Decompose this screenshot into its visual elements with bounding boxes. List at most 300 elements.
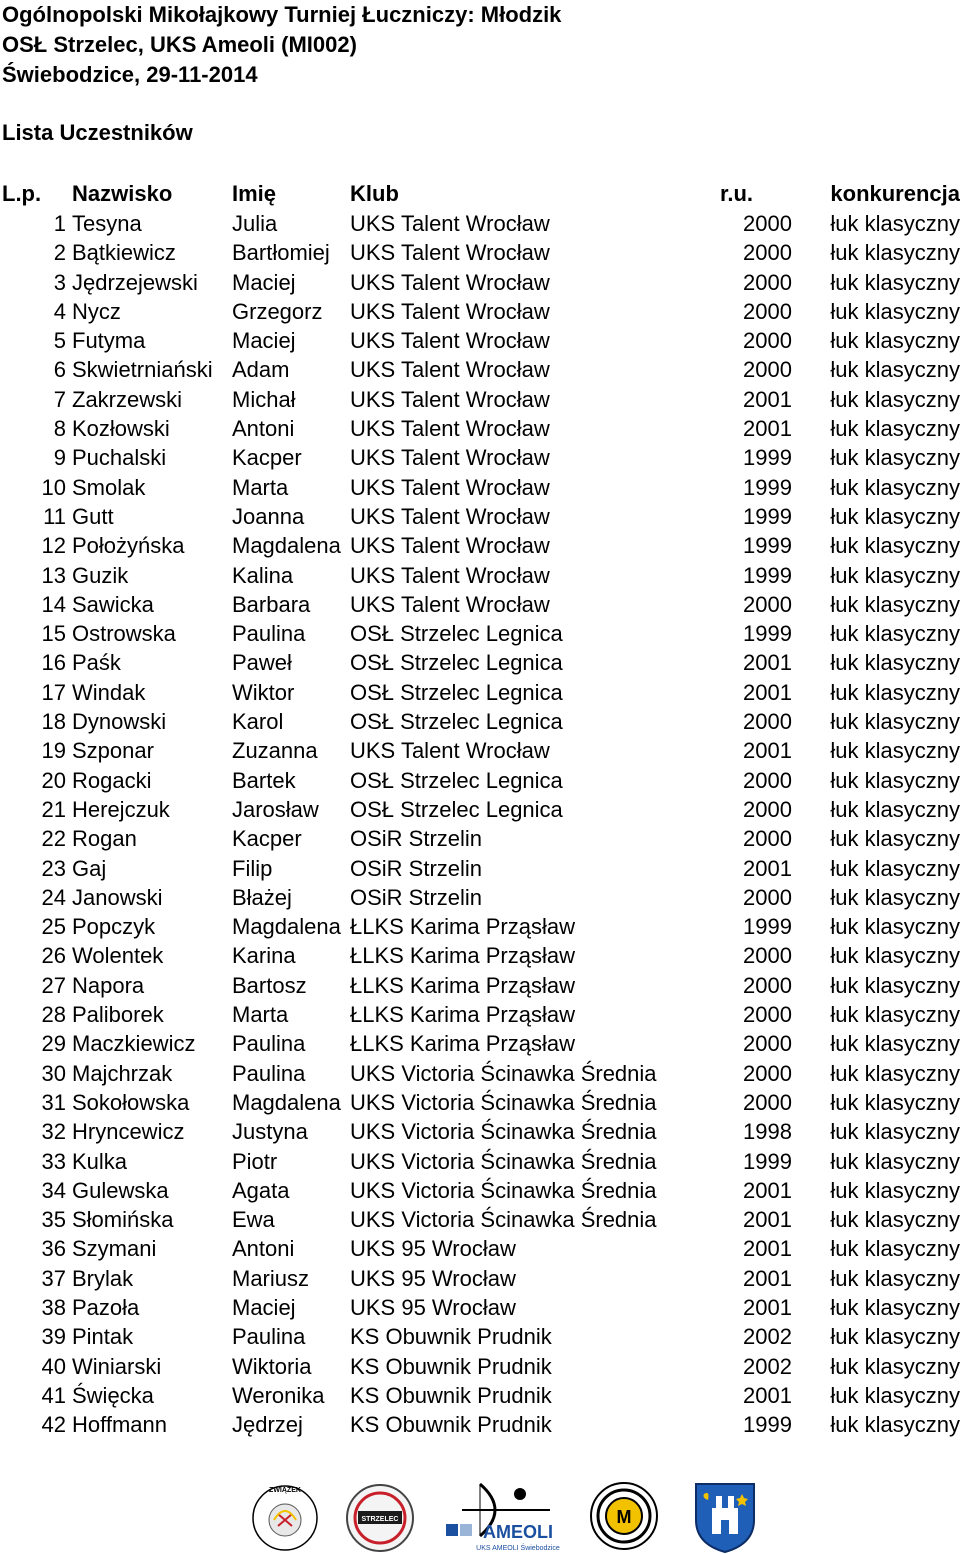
cell-lp: 12	[41, 533, 66, 559]
cell-lp: 41	[41, 1382, 66, 1408]
cell-rok-urodzenia: 2000	[743, 591, 792, 617]
cell-lp: 13	[41, 562, 66, 588]
cell-lp: 38	[41, 1294, 66, 1320]
cell-rok-urodzenia: 2000	[743, 1060, 792, 1086]
cell-lp: 32	[41, 1119, 66, 1145]
cell-konkurencja: łuk klasyczny	[830, 884, 960, 910]
cell-lp: 30	[41, 1060, 66, 1086]
cell-lp: 31	[41, 1089, 66, 1115]
cell-rok-urodzenia: 2001	[743, 738, 792, 764]
cell-lp: 37	[41, 1265, 66, 1291]
table-row	[0, 502, 960, 531]
cell-imie: Maciej	[232, 1294, 296, 1320]
cell-rok-urodzenia: 1999	[743, 445, 792, 471]
cell-lp: 11	[43, 503, 66, 529]
cell-konkurencja: łuk klasyczny	[830, 357, 960, 383]
cell-klub: OSiR Strzelin	[350, 855, 483, 881]
cell-rok-urodzenia: 2002	[743, 1353, 792, 1379]
cell-klub: UKS Talent Wrocław	[350, 738, 550, 764]
cell-klub: UKS Talent Wrocław	[350, 298, 550, 324]
ameoli-logo-caption: UKS AMEOLI Świebodzice	[476, 1545, 560, 1552]
cell-konkurencja: łuk klasyczny	[830, 503, 960, 529]
table-row	[0, 473, 960, 502]
table-row	[0, 414, 960, 443]
cell-konkurencja: łuk klasyczny	[830, 1324, 960, 1350]
col-header-klub: Klub	[350, 180, 399, 206]
table-row	[0, 1264, 960, 1293]
cell-lp: 29	[41, 1031, 66, 1057]
cell-klub: UKS Talent Wrocław	[350, 386, 550, 412]
table-row	[0, 1176, 960, 1205]
cell-nazwisko: Skwietrniański	[72, 357, 213, 383]
cell-rok-urodzenia: 2001	[743, 386, 792, 412]
table-row	[0, 648, 960, 677]
organizers-line: OSŁ Strzelec, UKS Ameoli (MI002)	[2, 32, 357, 57]
cell-rok-urodzenia: 2001	[743, 855, 792, 881]
cell-imie: Antoni	[232, 416, 295, 442]
cell-klub: UKS 95 Wrocław	[350, 1236, 516, 1262]
cell-klub: KS Obuwnik Prudnik	[350, 1412, 552, 1438]
cell-lp: 2	[53, 240, 66, 266]
cell-klub: OSŁ Strzelec Legnica	[350, 796, 563, 822]
cell-nazwisko: Winiarski	[72, 1353, 162, 1379]
cell-lp: 20	[41, 767, 66, 793]
cell-nazwisko: Święcka	[72, 1382, 154, 1408]
cell-lp: 40	[41, 1353, 66, 1379]
cell-nazwisko: Janowski	[72, 884, 163, 910]
cell-imie: Julia	[232, 211, 278, 236]
cell-imie: Magdalena	[232, 914, 341, 940]
cell-lp: 35	[41, 1207, 66, 1233]
cell-nazwisko: Majchrzak	[72, 1060, 173, 1086]
cell-klub: KS Obuwnik Prudnik	[350, 1382, 552, 1408]
cell-imie: Paweł	[232, 650, 292, 676]
cell-nazwisko: Rogan	[72, 826, 137, 852]
cell-rok-urodzenia: 1999	[743, 621, 792, 647]
cell-konkurencja: łuk klasyczny	[830, 1119, 960, 1145]
cell-konkurencja: łuk klasyczny	[830, 416, 960, 442]
cell-lp: 16	[41, 650, 66, 676]
cell-konkurencja: łuk klasyczny	[830, 621, 960, 647]
list-title: Lista Uczestników	[2, 120, 193, 145]
cell-rok-urodzenia: 2001	[743, 1294, 792, 1320]
cell-lp: 28	[41, 1002, 66, 1028]
cell-nazwisko: Pazoła	[72, 1294, 140, 1320]
cell-klub: ŁLKS Karima Prząsław	[350, 1031, 575, 1057]
place-date-line: Świebodzice, 29-11-2014	[2, 62, 258, 87]
cell-konkurencja: łuk klasyczny	[830, 269, 960, 295]
cell-nazwisko: Herejczuk	[72, 796, 170, 822]
cell-lp: 33	[41, 1148, 66, 1174]
table-row	[0, 824, 960, 853]
cell-nazwisko: Położyńska	[72, 533, 185, 559]
cell-nazwisko: Sawicka	[72, 591, 154, 617]
cell-klub: UKS Talent Wrocław	[350, 328, 550, 354]
cell-imie: Paulina	[232, 1031, 306, 1057]
cell-rok-urodzenia: 1999	[743, 474, 792, 500]
cell-imie: Błażej	[232, 884, 292, 910]
cell-klub: OSŁ Strzelec Legnica	[350, 650, 563, 676]
cell-lp: 6	[53, 357, 66, 383]
cell-konkurencja: łuk klasyczny	[830, 445, 960, 471]
cell-nazwisko: Windak	[72, 679, 146, 705]
cell-imie: Bartłomiej	[232, 240, 330, 266]
cell-imie: Ewa	[232, 1207, 275, 1233]
cell-klub: UKS Victoria Ścinawka Średnia	[350, 1148, 657, 1174]
cell-imie: Magdalena	[232, 1089, 341, 1115]
cell-lp: 10	[41, 474, 66, 500]
cell-imie: Paulina	[232, 1060, 306, 1086]
cell-imie: Paulina	[232, 621, 306, 647]
table-row	[0, 795, 960, 824]
cell-imie: Kacper	[232, 826, 302, 852]
cell-klub: UKS Talent Wrocław	[350, 240, 550, 266]
cell-klub: UKS Talent Wrocław	[350, 269, 550, 295]
cell-lp: 5	[53, 328, 66, 354]
cell-nazwisko: Sokołowska	[72, 1089, 190, 1115]
cell-imie: Joanna	[232, 503, 305, 529]
document-header	[2, 0, 561, 90]
cell-lp: 18	[41, 709, 66, 735]
cell-imie: Antoni	[232, 1236, 295, 1262]
cell-imie: Michał	[232, 386, 296, 412]
cell-klub: OSŁ Strzelec Legnica	[350, 679, 563, 705]
table-body	[0, 209, 960, 1439]
cell-nazwisko: Napora	[72, 972, 145, 998]
cell-klub: OSŁ Strzelec Legnica	[350, 709, 563, 735]
cell-konkurencja: łuk klasyczny	[830, 796, 960, 822]
cell-nazwisko: Brylak	[72, 1265, 134, 1291]
cell-nazwisko: Paśk	[72, 650, 121, 676]
cell-lp: 22	[41, 826, 66, 852]
cell-rok-urodzenia: 2001	[743, 1382, 792, 1408]
cell-klub: UKS Talent Wrocław	[350, 533, 550, 559]
cell-imie: Barbara	[232, 591, 311, 617]
table-row	[0, 385, 960, 414]
cell-rok-urodzenia: 2001	[743, 1177, 792, 1203]
cell-konkurencja: łuk klasyczny	[830, 1353, 960, 1379]
cell-lp: 17	[41, 679, 66, 705]
table-header-row	[0, 178, 960, 209]
cell-klub: UKS 95 Wrocław	[350, 1294, 516, 1320]
cell-nazwisko: Pintak	[72, 1324, 134, 1350]
table-row	[0, 883, 960, 912]
cell-konkurencja: łuk klasyczny	[830, 972, 960, 998]
cell-rok-urodzenia: 2000	[743, 298, 792, 324]
cell-konkurencja: łuk klasyczny	[830, 386, 960, 412]
cell-nazwisko: Wolentek	[72, 943, 164, 969]
cell-konkurencja: łuk klasyczny	[830, 1412, 960, 1438]
cell-imie: Karina	[232, 943, 296, 969]
cell-imie: Piotr	[232, 1148, 278, 1174]
cell-klub: UKS Talent Wrocław	[350, 562, 550, 588]
cell-klub: UKS Victoria Ścinawka Średnia	[350, 1177, 657, 1203]
cell-nazwisko: Popczyk	[72, 914, 156, 940]
ameoli-logo-text: AMEOLI	[483, 1522, 553, 1542]
cell-konkurencja: łuk klasyczny	[830, 679, 960, 705]
table-row	[0, 1352, 960, 1381]
cell-rok-urodzenia: 2000	[743, 240, 792, 266]
cell-lp: 26	[41, 943, 66, 969]
cell-rok-urodzenia: 2000	[743, 884, 792, 910]
cell-rok-urodzenia: 2000	[743, 269, 792, 295]
tournament-title: Ogólnopolski Mikołajkowy Turniej Łuczniczy: Młodzik	[2, 2, 562, 27]
cell-klub: OSŁ Strzelec Legnica	[350, 621, 563, 647]
cell-nazwisko: Smolak	[72, 474, 146, 500]
city-crest-logo-icon	[690, 1480, 760, 1554]
col-header-nazwisko: Nazwisko	[72, 180, 173, 206]
cell-rok-urodzenia: 2002	[743, 1324, 792, 1350]
cell-imie: Wiktoria	[232, 1353, 312, 1379]
cell-lp: 19	[41, 738, 66, 764]
col-header-konkurencja: konkurencja	[830, 180, 960, 206]
cell-konkurencja: łuk klasyczny	[830, 1265, 960, 1291]
cell-konkurencja: łuk klasyczny	[830, 1148, 960, 1174]
cell-rok-urodzenia: 1998	[743, 1119, 792, 1145]
table-row	[0, 619, 960, 648]
cell-imie: Paulina	[232, 1324, 306, 1350]
cell-lp: 34	[41, 1177, 66, 1203]
cell-imie: Marta	[232, 1002, 289, 1028]
cell-konkurencja: łuk klasyczny	[830, 709, 960, 735]
cell-lp: 8	[53, 416, 66, 442]
cell-konkurencja: łuk klasyczny	[830, 211, 960, 236]
cell-klub: UKS Talent Wrocław	[350, 474, 550, 500]
cell-klub: UKS Talent Wrocław	[350, 211, 550, 236]
cell-klub: UKS Talent Wrocław	[350, 357, 550, 383]
cell-konkurencja: łuk klasyczny	[830, 1382, 960, 1408]
cell-lp: 25	[41, 914, 66, 940]
cell-nazwisko: Maczkiewicz	[72, 1031, 196, 1057]
cell-klub: OSiR Strzelin	[350, 826, 483, 852]
strzelec-logo-text: STRZELEC	[361, 1516, 399, 1523]
table-row	[0, 326, 960, 355]
cell-nazwisko: Szponar	[72, 738, 154, 764]
cell-rok-urodzenia: 2000	[743, 972, 792, 998]
table-row	[0, 531, 960, 560]
cell-klub: UKS 95 Wrocław	[350, 1265, 516, 1291]
cell-konkurencja: łuk klasyczny	[830, 474, 960, 500]
cell-imie: Kalina	[232, 562, 294, 588]
target-logo-icon	[584, 1480, 664, 1554]
cell-imie: Magdalena	[232, 533, 341, 559]
cell-rok-urodzenia: 1999	[743, 1412, 792, 1438]
cell-imie: Grzegorz	[232, 298, 323, 324]
cell-rok-urodzenia: 2000	[743, 328, 792, 354]
cell-nazwisko: Zakrzewski	[72, 386, 183, 412]
cell-klub: UKS Talent Wrocław	[350, 445, 550, 471]
cell-nazwisko: Bątkiewicz	[72, 240, 176, 266]
cell-nazwisko: Tesyna	[72, 211, 142, 236]
cell-konkurencja: łuk klasyczny	[830, 1207, 960, 1233]
col-header-lp: L.p.	[2, 180, 42, 206]
cell-imie: Maciej	[232, 328, 296, 354]
table-row	[0, 1410, 960, 1439]
cell-lp: 3	[53, 269, 66, 295]
cell-imie: Bartek	[232, 767, 296, 793]
cell-imie: Karol	[232, 709, 284, 735]
table-row	[0, 590, 960, 619]
cell-imie: Jarosław	[232, 796, 319, 822]
col-header-ru: r.u.	[720, 180, 754, 206]
table-row	[0, 355, 960, 384]
cell-lp: 4	[53, 298, 66, 324]
cell-lp: 7	[53, 386, 66, 412]
cell-lp: 23	[41, 855, 66, 881]
cell-klub: KS Obuwnik Prudnik	[350, 1324, 552, 1350]
table-row	[0, 971, 960, 1000]
cell-rok-urodzenia: 2000	[743, 767, 792, 793]
cell-rok-urodzenia: 1999	[743, 914, 792, 940]
cell-klub: UKS Victoria Ścinawka Średnia	[350, 1089, 657, 1115]
cell-nazwisko: Gaj	[72, 855, 107, 881]
cell-lp: 24	[41, 884, 66, 910]
participants-table	[0, 178, 960, 1439]
table-row	[0, 941, 960, 970]
cell-klub: UKS Victoria Ścinawka Średnia	[350, 1207, 657, 1233]
cell-nazwisko: Rogacki	[72, 767, 152, 793]
table-row	[0, 766, 960, 795]
cell-konkurencja: łuk klasyczny	[830, 1177, 960, 1203]
cell-rok-urodzenia: 2000	[743, 357, 792, 383]
cell-rok-urodzenia: 2000	[743, 709, 792, 735]
cell-nazwisko: Nycz	[72, 298, 121, 324]
cell-lp: 14	[41, 591, 66, 617]
cell-imie: Filip	[232, 855, 273, 881]
cell-konkurencja: łuk klasyczny	[830, 1060, 960, 1086]
cell-konkurencja: łuk klasyczny	[830, 591, 960, 617]
table-row	[0, 209, 960, 238]
cell-imie: Marta	[232, 474, 289, 500]
table-row	[0, 1381, 960, 1410]
table-row	[0, 1117, 960, 1146]
cell-konkurencja: łuk klasyczny	[830, 562, 960, 588]
cell-lp: 1	[53, 211, 66, 236]
cell-rok-urodzenia: 2000	[743, 943, 792, 969]
cell-nazwisko: Guzik	[72, 562, 129, 588]
cell-konkurencja: łuk klasyczny	[830, 1031, 960, 1057]
cell-nazwisko: Dynowski	[72, 709, 167, 735]
cell-rok-urodzenia: 2001	[743, 650, 792, 676]
cell-imie: Adam	[232, 357, 290, 383]
strzelec-logo-icon	[338, 1480, 422, 1554]
cell-konkurencja: łuk klasyczny	[830, 738, 960, 764]
cell-lp: 21	[41, 796, 66, 822]
cell-rok-urodzenia: 2000	[743, 211, 792, 236]
cell-konkurencja: łuk klasyczny	[830, 1294, 960, 1320]
cell-nazwisko: Paliborek	[72, 1002, 164, 1028]
cell-klub: UKS Talent Wrocław	[350, 416, 550, 442]
cell-nazwisko: Gutt	[72, 503, 114, 529]
cell-klub: ŁLKS Karima Prząsław	[350, 972, 575, 998]
cell-klub: ŁLKS Karima Prząsław	[350, 914, 575, 940]
cell-klub: ŁLKS Karima Prząsław	[350, 1002, 575, 1028]
cell-nazwisko: Puchalski	[72, 445, 167, 471]
cell-nazwisko: Szymani	[72, 1236, 157, 1262]
table-row	[0, 443, 960, 472]
cell-klub: UKS Victoria Ścinawka Średnia	[350, 1119, 657, 1145]
svg-text:ZWIĄZEK: ZWIĄZEK	[269, 1487, 301, 1494]
cell-klub: UKS Talent Wrocław	[350, 503, 550, 529]
cell-rok-urodzenia: 2000	[743, 1002, 792, 1028]
cell-lp: 9	[53, 445, 66, 471]
cell-lp: 36	[41, 1236, 66, 1262]
cell-nazwisko: Ostrowska	[72, 621, 176, 647]
cell-rok-urodzenia: 1999	[743, 562, 792, 588]
table-row	[0, 1293, 960, 1322]
table-row	[0, 238, 960, 267]
cell-imie: Justyna	[232, 1119, 308, 1145]
table-row	[0, 1205, 960, 1234]
cell-konkurencja: łuk klasyczny	[830, 533, 960, 559]
cell-rok-urodzenia: 2001	[743, 1265, 792, 1291]
cell-klub: KS Obuwnik Prudnik	[350, 1353, 552, 1379]
cell-nazwisko: Słomińska	[72, 1207, 174, 1233]
cell-rok-urodzenia: 2001	[743, 679, 792, 705]
cell-rok-urodzenia: 2001	[743, 1236, 792, 1262]
table-row	[0, 1147, 960, 1176]
cell-rok-urodzenia: 2001	[743, 416, 792, 442]
cell-klub: UKS Victoria Ścinawka Średnia	[350, 1060, 657, 1086]
cell-imie: Agata	[232, 1177, 290, 1203]
cell-imie: Maciej	[232, 269, 296, 295]
cell-konkurencja: łuk klasyczny	[830, 298, 960, 324]
table-row	[0, 854, 960, 883]
cell-lp: 39	[41, 1324, 66, 1350]
table-row	[0, 297, 960, 326]
cell-nazwisko: Futyma	[72, 328, 146, 354]
cell-konkurencja: łuk klasyczny	[830, 826, 960, 852]
cell-imie: Weronika	[232, 1382, 325, 1408]
cell-imie: Bartosz	[232, 972, 307, 998]
cell-rok-urodzenia: 2000	[743, 796, 792, 822]
cell-klub: UKS Talent Wrocław	[350, 591, 550, 617]
cell-konkurencja: łuk klasyczny	[830, 1089, 960, 1115]
cell-rok-urodzenia: 2001	[743, 1207, 792, 1233]
cell-rok-urodzenia: 1999	[743, 533, 792, 559]
table-row	[0, 707, 960, 736]
table-row	[0, 1322, 960, 1351]
cell-klub: OSŁ Strzelec Legnica	[350, 767, 563, 793]
cell-lp: 15	[41, 621, 66, 647]
table-row	[0, 561, 960, 590]
cell-konkurencja: łuk klasyczny	[830, 914, 960, 940]
cell-imie: Wiktor	[232, 679, 295, 705]
table-row	[0, 1234, 960, 1263]
cell-nazwisko: Gulewska	[72, 1177, 169, 1203]
cell-rok-urodzenia: 1999	[743, 503, 792, 529]
cell-nazwisko: Kozłowski	[72, 416, 170, 442]
table-row	[0, 1000, 960, 1029]
cell-nazwisko: Hoffmann	[72, 1412, 167, 1438]
cell-nazwisko: Jędrzejewski	[72, 269, 198, 295]
cell-konkurencja: łuk klasyczny	[830, 240, 960, 266]
cell-lp: 42	[41, 1412, 66, 1438]
col-header-imie: Imię	[232, 180, 277, 206]
cell-konkurencja: łuk klasyczny	[830, 767, 960, 793]
cell-rok-urodzenia: 2000	[743, 1031, 792, 1057]
cell-imie: Mariusz	[232, 1265, 310, 1291]
cell-nazwisko: Kulka	[72, 1148, 128, 1174]
table-row	[0, 678, 960, 707]
cell-konkurencja: łuk klasyczny	[830, 650, 960, 676]
cell-konkurencja: łuk klasyczny	[830, 855, 960, 881]
cell-rok-urodzenia: 2000	[743, 826, 792, 852]
table-row	[0, 1088, 960, 1117]
archery-union-logo-icon	[240, 1480, 330, 1554]
cell-klub: OSiR Strzelin	[350, 884, 483, 910]
cell-lp: 27	[41, 972, 66, 998]
